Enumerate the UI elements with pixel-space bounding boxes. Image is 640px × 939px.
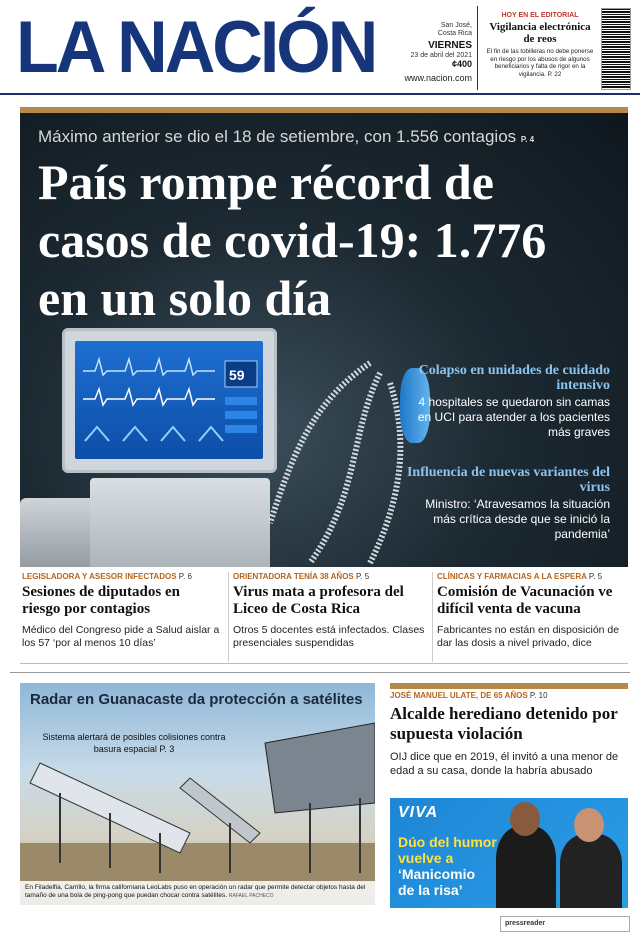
radar-headline[interactable]: Radar en Guanacaste da protección a satélites: [30, 691, 363, 708]
promo-line: vuelve a: [398, 850, 454, 866]
sidebar-variants-headline[interactable]: Influencia de nuevas variantes del virus: [406, 465, 610, 495]
edition-date: 23 de abril del 2021: [410, 52, 472, 59]
photo-credit: RAFAEL PACHECO: [228, 893, 274, 899]
story-kicker-text: LEGISLADORA Y ASESOR INFECTADOS: [22, 572, 177, 581]
lead-headline[interactable]: País rompe récord de casos de covid-19: 1.776 en un solo día: [38, 154, 547, 326]
story-card[interactable]: [432, 572, 632, 662]
radar-subhead-text: Sistema alertará de posibles colisiones contra basura espacial: [42, 732, 226, 754]
story-headline[interactable]: Sesiones de diputados en riesgo por contagios: [22, 584, 180, 617]
sidebar-variants[interactable]: [405, 465, 610, 542]
promo-line: de la risa’: [398, 882, 463, 898]
story-summary: Fabricantes no están en disposición de dar las dosis a nivel privado, dice: [437, 624, 620, 649]
viva-logo: VIVA: [398, 804, 439, 821]
country: Costa Rica: [437, 30, 472, 37]
ventilator-monitor-illustration: [62, 328, 277, 473]
lead-kicker-text: Máximo anterior se dio el 18 de setiembre, con 1.556 contagios: [38, 127, 517, 146]
website-link[interactable]: www.nacion.com: [404, 73, 472, 83]
sidebar-icu-headline[interactable]: Colapso en unidades de cuidado intensivo: [418, 363, 610, 393]
story-kicker-text: ORIENTADORA TENÍA 38 AÑOS: [233, 572, 354, 581]
radar-photo-illustration: [20, 683, 375, 905]
comedian-photo-left: [496, 826, 556, 908]
ventilator-body-illustration: [90, 478, 270, 567]
story-kicker: [233, 572, 428, 581]
story-card[interactable]: [228, 572, 428, 662]
editorial-teaser[interactable]: [484, 12, 596, 78]
story-kicker: [437, 572, 632, 581]
barcode: [601, 8, 631, 90]
story-page: P. 5: [588, 572, 603, 581]
price: ¢400: [451, 59, 472, 69]
comedian-head-left: [510, 802, 540, 836]
story-kicker: [390, 691, 628, 700]
lead-kicker: [38, 127, 534, 147]
masthead: [0, 0, 640, 95]
story-headline[interactable]: Alcalde herediano detenido por supuesta violación: [390, 704, 618, 743]
story-headline[interactable]: Virus mata a profesora del Liceo de Costa Rica: [233, 584, 404, 617]
monitor-screen: [75, 341, 263, 459]
editorial-body: El fin de las tobilleras no debe ponerse en riesgo por los abusos de algunos beneficiarios y falta de rigor en la vigilancia. P. 22: [486, 48, 594, 78]
lead-kicker-page: P. 4: [520, 135, 535, 144]
radar-subhead: [34, 731, 234, 755]
story-page: P. 10: [529, 691, 548, 700]
sidebar-variants-body: Ministro: ‘Atravesamos la situación más crítica desde que se inició la pandemia’: [425, 497, 610, 541]
comedian-head-right: [574, 808, 604, 842]
city: San José,: [440, 22, 472, 29]
story-summary: OIJ dice que en 2019, él invitó a una menor de edad a su casa, donde la habría abusado: [390, 751, 619, 777]
promo-headline[interactable]: [398, 834, 497, 898]
viva-promo[interactable]: [390, 798, 628, 908]
radar-page: P. 3: [159, 744, 175, 754]
story-headline[interactable]: Comisión de Vacunación ve difícil venta de vacuna: [437, 584, 613, 617]
waveform-graphic: [75, 341, 263, 459]
sidebar-icu[interactable]: [405, 363, 610, 440]
sidebar-icu-body: 4 hospitales se quedaron sin camas en UCI para atender a los pacientes más graves: [417, 395, 610, 439]
divider: [477, 6, 478, 90]
section-divider: [10, 672, 630, 673]
caption-text: En Filadelfia, Carrillo, la firma californiana LeoLabs puso en operación un radar que permite detectar objetos hasta del tamaño de una bola de ping-pong que puedan chocar contra satélites.: [25, 884, 366, 899]
secondary-stories: [20, 572, 628, 664]
newspaper-logo[interactable]: LA NACIÓN: [16, 6, 376, 88]
pressreader-label: pressreader: [505, 920, 546, 927]
story-kicker-text: CLÍNICAS Y FARMACIAS A LA ESPERA: [437, 572, 587, 581]
story-summary: Médico del Congreso pide a Salud aislar a los 57 ‘por al menos 10 días’: [22, 624, 220, 649]
weekday: VIERNES: [428, 40, 472, 51]
pressreader-badge[interactable]: [500, 916, 630, 932]
edition-info: [372, 22, 472, 68]
editorial-kicker: HOY EN EL EDITORIAL: [501, 12, 579, 19]
section-bar: [390, 683, 628, 689]
story-kicker-text: JOSÉ MANUEL ULATE, DE 65 AÑOS: [390, 691, 528, 700]
comedian-photo-right: [560, 834, 622, 908]
photo-caption: [20, 881, 375, 905]
story-summary: Otros 5 docentes está infectados. Clases presenciales suspendidas: [233, 624, 425, 649]
mayor-story[interactable]: [390, 683, 628, 778]
story-page: P. 5: [355, 572, 370, 581]
story-card[interactable]: [20, 572, 220, 662]
radar-photo-story[interactable]: [20, 683, 375, 905]
promo-line: ‘Manicomio: [398, 866, 476, 882]
story-kicker: [22, 572, 220, 581]
lead-story[interactable]: [20, 107, 628, 567]
promo-line: Dúo del humor: [398, 834, 497, 850]
editorial-headline[interactable]: Vigilancia electrónica de reos: [489, 21, 591, 45]
monitor-readout: 59: [229, 367, 245, 383]
story-page: P. 6: [178, 572, 192, 581]
